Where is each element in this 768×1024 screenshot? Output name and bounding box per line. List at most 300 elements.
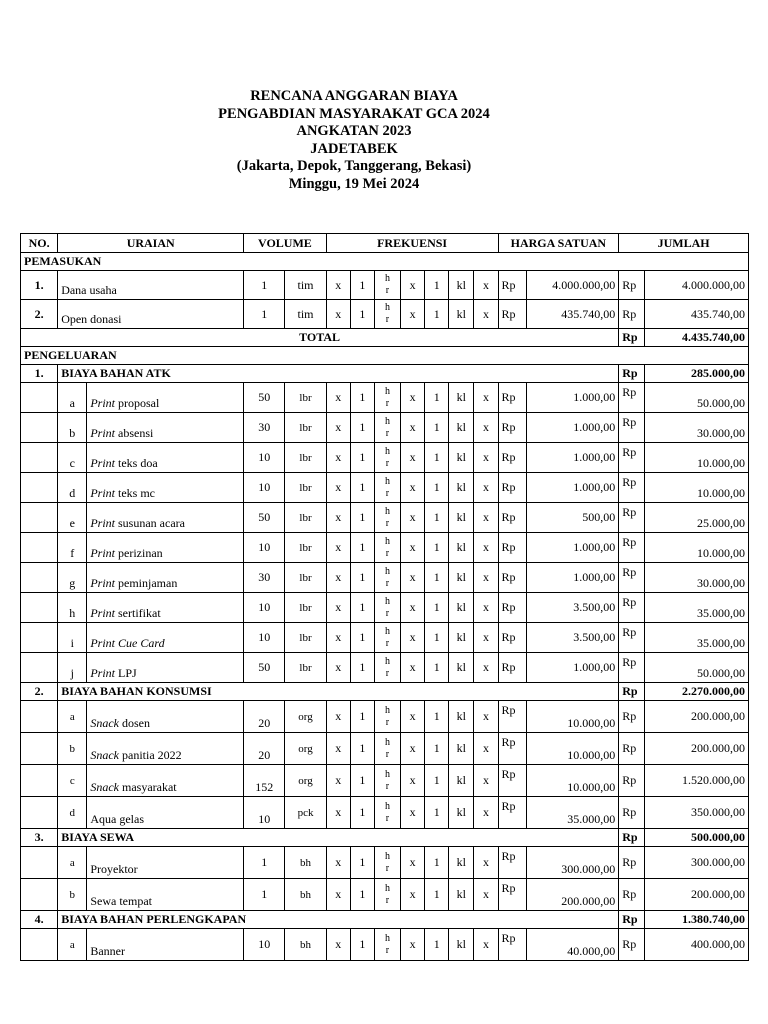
item-volume: 50 [244, 383, 285, 413]
freq-h: h [384, 625, 390, 637]
freq-h: h [384, 565, 390, 577]
price-currency: Rp [498, 271, 526, 300]
freq-count: 1 [350, 271, 374, 300]
freq-count: 1 [425, 443, 449, 473]
freq-count: 1 [425, 701, 449, 733]
freq-count: 1 [350, 733, 374, 765]
item-total: 35.000,00 [645, 593, 749, 623]
title-line-6: Minggu, 19 Mei 2024 [288, 175, 420, 192]
item-unit: lbr [285, 593, 326, 623]
freq-h: h [384, 768, 390, 780]
section-header-pengeluaran [21, 347, 749, 365]
section-subtotal: 285.000,00 [645, 365, 749, 383]
row-unit: tim [285, 271, 326, 300]
freq-x: x [401, 300, 425, 329]
freq-count: 1 [425, 623, 449, 653]
item-description-italic: Print [90, 666, 116, 680]
item-price: 3.500,00 [526, 593, 619, 623]
freq-unit-kl: kl [449, 473, 474, 503]
total-currency: Rp [619, 533, 645, 563]
table-row [21, 271, 749, 300]
freq-count: 1 [425, 653, 449, 683]
freq-count: 1 [350, 443, 374, 473]
item-spacer [21, 383, 58, 413]
freq-r: r [385, 314, 390, 325]
section-number: 2. [21, 683, 58, 701]
item-row [21, 473, 749, 503]
freq-unit-hr [374, 271, 400, 300]
total-currency: Rp [619, 593, 645, 623]
freq-x: x [401, 473, 425, 503]
freq-count: 1 [350, 879, 374, 911]
item-description [87, 879, 244, 911]
item-description [87, 847, 244, 879]
item-price: 10.000,00 [526, 733, 619, 765]
item-total: 200.000,00 [645, 733, 749, 765]
item-price: 500,00 [526, 503, 619, 533]
freq-unit-kl: kl [449, 701, 474, 733]
item-description-text: LPJ [115, 666, 137, 680]
freq-count: 1 [350, 765, 374, 797]
table-body [21, 253, 749, 961]
freq-r: r [385, 285, 390, 296]
freq-x: x [474, 701, 498, 733]
item-letter: f [58, 533, 87, 563]
total-currency: Rp [619, 503, 645, 533]
item-letter: a [58, 929, 87, 961]
freq-x: x [326, 271, 350, 300]
freq-count: 1 [425, 533, 449, 563]
item-volume: 1 [244, 847, 285, 879]
row-volume: 1 [244, 300, 285, 329]
freq-x: x [326, 383, 350, 413]
freq-h: h [384, 736, 390, 748]
freq-unit-kl: kl [449, 413, 474, 443]
freq-unit-kl: kl [449, 593, 474, 623]
total-currency: Rp [619, 879, 645, 911]
freq-x: x [401, 847, 425, 879]
item-price: 40.000,00 [526, 929, 619, 961]
item-volume: 10 [244, 473, 285, 503]
item-volume: 50 [244, 653, 285, 683]
freq-count: 1 [425, 383, 449, 413]
item-total: 30.000,00 [645, 563, 749, 593]
item-spacer [21, 653, 58, 683]
header-no: NO. [21, 234, 58, 253]
item-description-text: masyarakat [119, 780, 177, 794]
item-total: 10.000,00 [645, 533, 749, 563]
section-number: 4. [21, 911, 58, 929]
item-total: 350.000,00 [645, 797, 749, 829]
freq-r: r [385, 547, 390, 559]
freq-count: 1 [425, 413, 449, 443]
item-spacer [21, 533, 58, 563]
item-unit: lbr [285, 503, 326, 533]
freq-h: h [384, 704, 390, 716]
item-letter: g [58, 563, 87, 593]
item-letter: e [58, 503, 87, 533]
item-description [87, 701, 244, 733]
item-spacer [21, 473, 58, 503]
freq-count: 1 [425, 733, 449, 765]
item-total: 200.000,00 [645, 879, 749, 911]
item-row [21, 765, 749, 797]
freq-r: r [385, 517, 390, 529]
freq-r: r [385, 862, 390, 874]
item-unit: org [285, 765, 326, 797]
freq-x: x [474, 271, 498, 300]
table-header-row [21, 234, 749, 253]
freq-x: x [474, 733, 498, 765]
item-row [21, 413, 749, 443]
item-description-italic: Print [90, 546, 116, 560]
item-unit: lbr [285, 623, 326, 653]
section-row [21, 683, 749, 701]
freq-r: r [385, 637, 390, 649]
section-number: 3. [21, 829, 58, 847]
freq-unit-hr [374, 443, 400, 473]
item-description-italic: Print [90, 606, 116, 620]
freq-unit-hr [374, 503, 400, 533]
item-description-text: teks mc [115, 486, 156, 500]
item-total: 1.520.000,00 [645, 765, 749, 797]
freq-x: x [401, 929, 425, 961]
item-volume: 20 [244, 701, 285, 733]
freq-h: h [384, 475, 390, 487]
header-frekuensi: FREKUENSI [326, 234, 498, 253]
item-volume: 10 [244, 797, 285, 829]
item-price: 300.000,00 [526, 847, 619, 879]
freq-unit-hr [374, 765, 400, 797]
freq-x: x [401, 503, 425, 533]
freq-x: x [474, 847, 498, 879]
freq-unit-kl: kl [449, 797, 474, 829]
freq-unit-kl: kl [449, 533, 474, 563]
price-currency: Rp [498, 879, 526, 911]
freq-count: 1 [350, 593, 374, 623]
freq-count: 1 [425, 765, 449, 797]
freq-x: x [326, 300, 350, 329]
freq-count: 1 [425, 879, 449, 911]
item-volume: 20 [244, 733, 285, 765]
price-currency: Rp [498, 533, 526, 563]
item-unit: lbr [285, 413, 326, 443]
item-volume: 152 [244, 765, 285, 797]
item-description-italic: Snack [90, 748, 119, 762]
item-letter: b [58, 413, 87, 443]
freq-unit-hr [374, 623, 400, 653]
item-price: 200.000,00 [526, 879, 619, 911]
total-currency: Rp [619, 653, 645, 683]
item-spacer [21, 765, 58, 797]
item-row [21, 653, 749, 683]
section-subtotal: 500.000,00 [645, 829, 749, 847]
row-volume: 1 [244, 271, 285, 300]
row-number: 1. [21, 271, 58, 300]
item-unit: bh [285, 847, 326, 879]
freq-r: r [385, 667, 390, 679]
item-description-text: panitia 2022 [119, 748, 182, 762]
freq-x: x [401, 593, 425, 623]
freq-x: x [401, 413, 425, 443]
freq-x: x [474, 503, 498, 533]
item-description [87, 929, 244, 961]
freq-r: r [385, 748, 390, 760]
freq-h: h [384, 505, 390, 517]
item-price: 1.000,00 [526, 653, 619, 683]
freq-count: 1 [425, 503, 449, 533]
title-line-2: PENGABDIAN MASYARAKAT GCA 2024 [218, 105, 490, 122]
item-row [21, 797, 749, 829]
item-spacer [21, 593, 58, 623]
freq-r: r [385, 716, 390, 728]
item-unit: lbr [285, 653, 326, 683]
total-currency: Rp [619, 847, 645, 879]
item-description-text: perizinan [115, 546, 163, 560]
freq-x: x [401, 653, 425, 683]
freq-x: x [474, 765, 498, 797]
freq-x: x [474, 797, 498, 829]
item-volume: 10 [244, 533, 285, 563]
freq-h: h [384, 302, 390, 313]
item-description [87, 733, 244, 765]
freq-unit-kl: kl [449, 733, 474, 765]
freq-x: x [401, 623, 425, 653]
row-price: 4.000.000,00 [526, 271, 619, 300]
item-unit: org [285, 733, 326, 765]
freq-x: x [326, 765, 350, 797]
item-spacer [21, 563, 58, 593]
item-row [21, 879, 749, 911]
price-currency: Rp [498, 383, 526, 413]
freq-x: x [401, 701, 425, 733]
freq-count: 1 [350, 473, 374, 503]
freq-x: x [401, 383, 425, 413]
freq-r: r [385, 607, 390, 619]
freq-count: 1 [350, 653, 374, 683]
item-volume: 10 [244, 443, 285, 473]
price-currency: Rp [498, 765, 526, 797]
freq-x: x [326, 503, 350, 533]
freq-count: 1 [350, 623, 374, 653]
total-currency: Rp [619, 563, 645, 593]
item-letter: a [58, 847, 87, 879]
freq-r: r [385, 894, 390, 906]
total-currency: Rp [619, 701, 645, 733]
freq-count: 1 [350, 533, 374, 563]
freq-count: 1 [425, 300, 449, 329]
item-unit: lbr [285, 533, 326, 563]
freq-x: x [474, 413, 498, 443]
item-unit: lbr [285, 563, 326, 593]
freq-r: r [385, 427, 390, 439]
item-volume: 30 [244, 563, 285, 593]
row-number: 2. [21, 300, 58, 329]
price-currency: Rp [498, 797, 526, 829]
freq-count: 1 [350, 300, 374, 329]
item-row [21, 733, 749, 765]
item-row [21, 443, 749, 473]
subtotal-currency: Rp [619, 911, 645, 929]
freq-count: 1 [425, 271, 449, 300]
freq-unit-kl: kl [449, 443, 474, 473]
item-letter: d [58, 797, 87, 829]
freq-h: h [384, 385, 390, 397]
item-volume: 50 [244, 503, 285, 533]
freq-count: 1 [425, 563, 449, 593]
freq-x: x [474, 473, 498, 503]
section-title: BIAYA BAHAN KONSUMSI [58, 683, 619, 701]
freq-x: x [326, 413, 350, 443]
item-price: 1.000,00 [526, 563, 619, 593]
total-currency: Rp [619, 623, 645, 653]
item-description-italic: Print [90, 396, 116, 410]
section-row [21, 365, 749, 383]
price-currency: Rp [498, 593, 526, 623]
freq-x: x [326, 701, 350, 733]
item-letter: a [58, 383, 87, 413]
freq-unit-hr [374, 593, 400, 623]
freq-x: x [326, 443, 350, 473]
item-spacer [21, 733, 58, 765]
item-row [21, 503, 749, 533]
freq-x: x [474, 623, 498, 653]
freq-x: x [401, 797, 425, 829]
item-price: 35.000,00 [526, 797, 619, 829]
freq-count: 1 [350, 413, 374, 443]
freq-x: x [326, 929, 350, 961]
freq-x: x [326, 847, 350, 879]
freq-r: r [385, 487, 390, 499]
freq-r: r [385, 812, 390, 824]
freq-count: 1 [350, 797, 374, 829]
item-description-text: dosen [119, 716, 150, 730]
item-description [87, 563, 244, 593]
freq-count: 1 [350, 701, 374, 733]
item-description [87, 797, 244, 829]
item-price: 1.000,00 [526, 443, 619, 473]
total-value: 4.435.740,00 [645, 329, 749, 347]
item-spacer [21, 879, 58, 911]
freq-unit-hr [374, 879, 400, 911]
item-description-italic: Snack [90, 716, 119, 730]
freq-count: 1 [425, 847, 449, 879]
freq-unit-kl: kl [449, 271, 474, 300]
freq-h: h [384, 415, 390, 427]
freq-x: x [401, 443, 425, 473]
freq-unit-kl: kl [449, 653, 474, 683]
table-row [21, 300, 749, 329]
subtotal-currency: Rp [619, 829, 645, 847]
freq-unit-kl: kl [449, 383, 474, 413]
freq-h: h [384, 850, 390, 862]
freq-x: x [474, 533, 498, 563]
item-description [87, 765, 244, 797]
freq-x: x [401, 563, 425, 593]
item-description-text: susunan acara [115, 516, 185, 530]
freq-x: x [326, 473, 350, 503]
item-spacer [21, 701, 58, 733]
item-description [87, 473, 244, 503]
section-row [21, 829, 749, 847]
title-line-3: ANGKATAN 2023 [296, 123, 412, 139]
freq-unit-hr [374, 929, 400, 961]
freq-unit-hr [374, 473, 400, 503]
section-title: BIAYA SEWA [58, 829, 619, 847]
freq-x: x [326, 563, 350, 593]
price-currency: Rp [498, 563, 526, 593]
total-label: TOTAL [21, 329, 619, 347]
freq-r: r [385, 944, 390, 956]
freq-unit-hr [374, 563, 400, 593]
price-currency: Rp [498, 653, 526, 683]
item-description-italic: Print [90, 426, 116, 440]
section-row [21, 911, 749, 929]
item-description-text: proposal [115, 396, 160, 410]
row-total: 4.000.000,00 [645, 271, 749, 300]
freq-h: h [384, 535, 390, 547]
freq-unit-hr [374, 733, 400, 765]
pengeluaran-label: PENGELUARAN [21, 347, 749, 365]
item-price: 10.000,00 [526, 765, 619, 797]
freq-x: x [474, 593, 498, 623]
total-currency: Rp [619, 413, 645, 443]
item-description-text: Sewa tempat [90, 894, 152, 908]
title-line-5: (Jakarta, Depok, Tanggerang, Bekasi) [236, 158, 472, 174]
freq-count: 1 [350, 847, 374, 879]
item-price: 1.000,00 [526, 533, 619, 563]
freq-r: r [385, 457, 390, 469]
item-unit: org [285, 701, 326, 733]
item-description [87, 503, 244, 533]
price-currency: Rp [498, 473, 526, 503]
item-description-italic: Print [90, 456, 116, 470]
freq-unit-kl: kl [449, 765, 474, 797]
freq-x: x [326, 653, 350, 683]
section-title: BIAYA BAHAN ATK [58, 365, 619, 383]
item-row [21, 929, 749, 961]
total-currency: Rp [619, 473, 645, 503]
item-description-text: Proyektor [90, 862, 138, 876]
price-currency: Rp [498, 847, 526, 879]
item-letter: b [58, 733, 87, 765]
item-total: 50.000,00 [645, 653, 749, 683]
item-description [87, 533, 244, 563]
price-currency: Rp [498, 443, 526, 473]
price-currency: Rp [498, 701, 526, 733]
item-description [87, 593, 244, 623]
total-currency: Rp [619, 443, 645, 473]
freq-x: x [326, 623, 350, 653]
total-currency: Rp [619, 271, 645, 300]
freq-unit-hr [374, 300, 400, 329]
freq-count: 1 [350, 929, 374, 961]
item-spacer [21, 443, 58, 473]
item-price: 10.000,00 [526, 701, 619, 733]
item-description-italic: Print [90, 486, 116, 500]
header-harga-satuan: HARGA SATUAN [498, 234, 619, 253]
item-row [21, 593, 749, 623]
item-description-text: Aqua gelas [90, 812, 144, 826]
item-description-text: teks doa [115, 456, 158, 470]
item-price: 1.000,00 [526, 383, 619, 413]
item-unit: lbr [285, 383, 326, 413]
item-letter: c [58, 765, 87, 797]
freq-unit-hr [374, 653, 400, 683]
freq-h: h [384, 445, 390, 457]
item-total: 10.000,00 [645, 443, 749, 473]
freq-count: 1 [350, 383, 374, 413]
